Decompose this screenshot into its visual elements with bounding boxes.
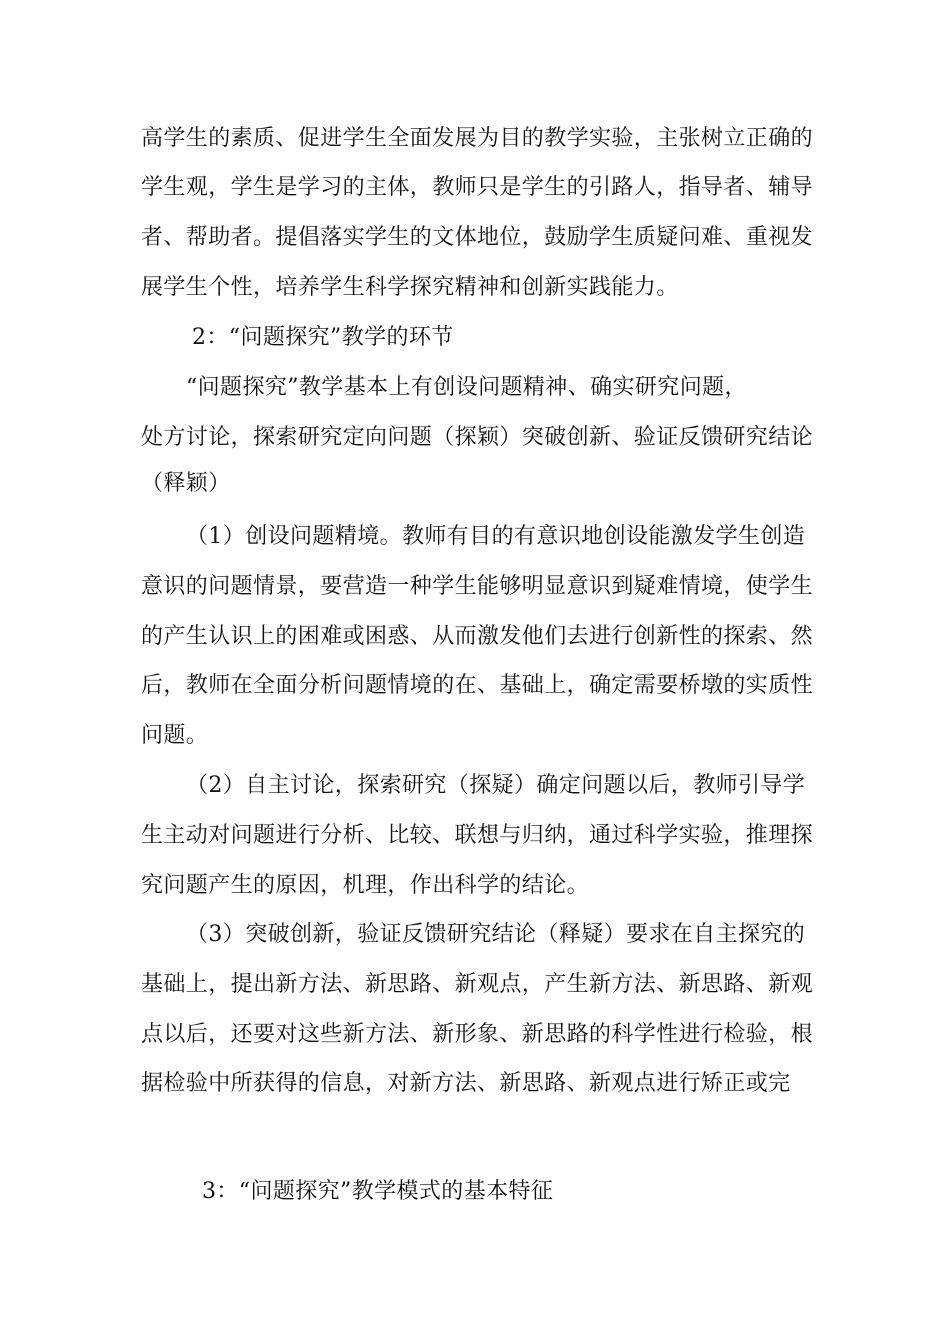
- paragraph-line: 后，教师在全面分析问题情境的在、基础上，确定需要桥墩的实质性: [141, 673, 814, 698]
- paragraph-line: （2）自主讨论，探索研究（探疑）确定问题以后，教师引导学: [186, 773, 806, 798]
- paragraph-line: 的产生认识上的困难或困惑、从而激发他们去进行创新性的探索、然: [141, 624, 814, 649]
- paragraph-line: 处方讨论，探索研究定向问题（探颖）突破创新、验证反馈研究结论: [141, 425, 814, 450]
- paragraph-line: 高学生的素质、促进学生全面发展为目的教学实验，主张树立正确的: [141, 126, 814, 151]
- paragraph-line: 学生观，学生是学习的主体，教师只是学生的引路人，指导者、辅导: [141, 175, 814, 200]
- paragraph-line: 究问题产生的原因，机理，作出科学的结论。: [141, 873, 590, 898]
- paragraph-line: （1）创设问题精境。教师有目的有意识地创设能激发学生创造: [186, 524, 806, 549]
- paragraph-line: 生主动对问题进行分析、比较、联想与归纳，通过科学实验，推理探: [141, 823, 814, 848]
- paragraph-line: 基础上，提出新方法、新思路、新观点，产生新方法、新思路、新观: [141, 972, 814, 997]
- paragraph-line: 展学生个性，培养学生科学探究精神和创新实践能力。: [141, 275, 679, 300]
- paragraph-line: “问题探究”教学基本上有创设问题精神、确实研究问题，: [186, 375, 747, 400]
- paragraph-line: （3）突破创新，验证反馈研究结论（释疑）要求在自主探究的: [186, 922, 806, 947]
- paragraph-line: 据检验中所获得的信息，对新方法、新思路、新观点进行矫正或完: [141, 1071, 791, 1096]
- paragraph-line: 点以后，还要对这些新方法、新形象、新思路的科学性进行检验，根: [141, 1022, 814, 1047]
- paragraph-line: 者、帮助者。提倡落实学生的文体地位，鼓励学生质疑问难、重视发: [141, 225, 814, 250]
- paragraph-line: 意识的问题情景，要营造一种学生能够明显意识到疑难情境，使学生: [141, 574, 814, 599]
- section-heading-3: 3：“问题探究”教学模式的基本特征: [202, 1179, 554, 1204]
- paragraph-line: 问题。: [141, 723, 209, 748]
- section-heading-2: 2：“问题探究”教学的环节: [192, 325, 454, 350]
- paragraph-line: （释颖）: [141, 471, 231, 496]
